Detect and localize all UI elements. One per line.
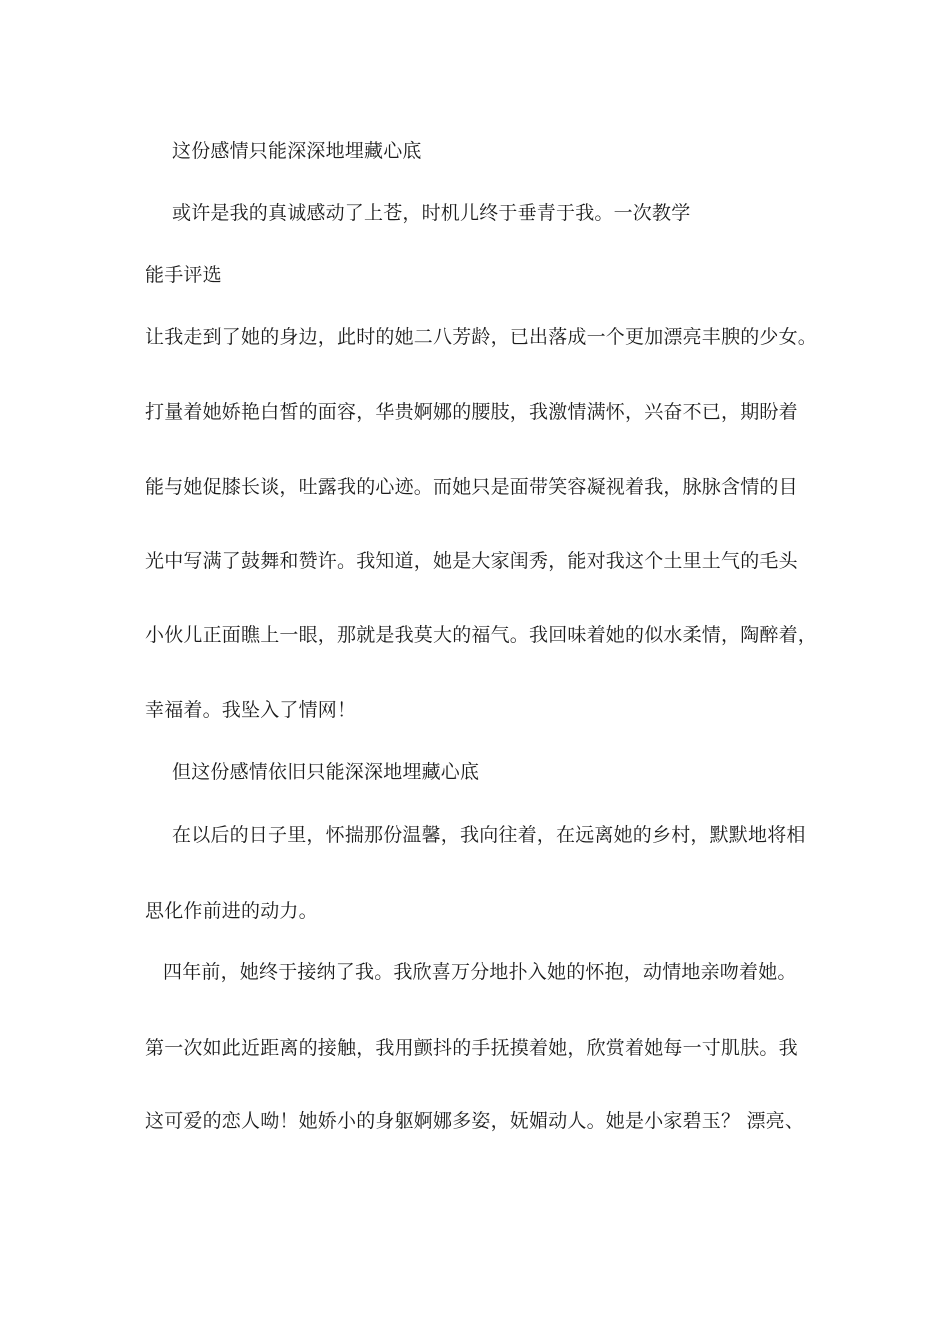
paragraph-line-2: 能手评选: [145, 264, 222, 286]
paragraph-line-12: 第一次如此近距离的接触，我用颤抖的手抚摸着她，欣赏着她每一寸肌肤。我: [145, 1037, 798, 1059]
paragraph-line-4: 打量着她娇艳白皙的面容，华贵婀娜的腰肢，我激情满怀，兴奋不已，期盼着: [145, 401, 798, 423]
paragraph-line-7: 小伙儿正面瞧上一眼，那就是我莫大的福气。我回味着她的似水柔情，陶醉着，: [145, 624, 818, 646]
paragraph-line-10: 思化作前进的动力。: [145, 900, 318, 922]
paragraph-line-3: 让我走到了她的身边，此时的她二八芳龄，已出落成一个更加漂亮丰腴的少女。: [145, 326, 818, 348]
heading-line-1: 这份感情只能深深地埋藏心底: [172, 140, 422, 162]
heading-line-2: 但这份感情依旧只能深深地埋藏心底: [172, 761, 480, 783]
paragraph-line-9: 在以后的日子里，怀揣那份温馨，我向往着，在远离她的乡村，默默地将相: [172, 824, 806, 846]
paragraph-line-11: 四年前，她终于接纳了我。我欣喜万分地扑入她的怀抱，动情地亲吻着她。: [163, 961, 797, 983]
paragraph-line-1: 或许是我的真诚感动了上苍，时机儿终于垂青于我。一次教学: [172, 202, 691, 224]
paragraph-line-8: 幸福着。我坠入了情网！: [145, 699, 357, 721]
paragraph-line-5: 能与她促膝长谈，吐露我的心迹。而她只是面带笑容凝视着我，脉脉含情的目: [145, 476, 798, 498]
paragraph-line-13: 这可爱的恋人呦！她娇小的身躯婀娜多姿，妩媚动人。她是小家碧玉？ 漂亮、: [145, 1110, 805, 1132]
paragraph-line-6: 光中写满了鼓舞和赞许。我知道，她是大家闺秀，能对我这个土里土气的毛头: [145, 550, 798, 572]
